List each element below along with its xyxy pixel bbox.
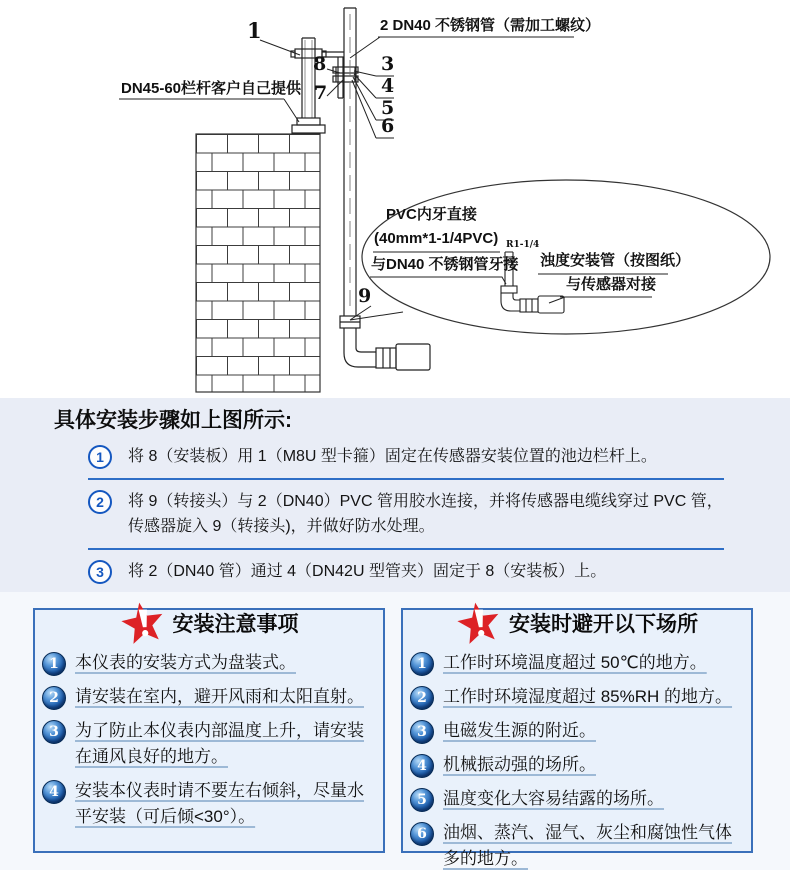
step-text: 将 9（转接头）与 2（DN40）PVC 管用胶水连接，并将传感器电缆线穿过 PVC 管，传感器旋入 9（转接头)，并做好防水处理。 <box>128 493 723 535</box>
pipe-label: 2 DN40 不锈钢管（需加工螺纹） <box>380 17 601 34</box>
avoid-item <box>410 752 743 778</box>
avoid-box-items <box>403 648 751 870</box>
callout-4: 4 <box>381 75 395 97</box>
notice-box-items <box>35 648 383 830</box>
item-number-badge: 1 <box>42 652 66 676</box>
item-number-badge: 3 <box>410 720 434 744</box>
notice-box <box>33 608 385 853</box>
step-number-badge: 1 <box>88 445 112 469</box>
notice-item-text: 为了防止本仪表内部温度上升，请安装在通风良好的地方。 <box>75 721 364 766</box>
notice-box-header <box>35 598 383 648</box>
avoid-item-text: 工作时环境湿度超过 85%RH 的地方。 <box>443 687 733 706</box>
callout-5: 5 <box>381 97 395 119</box>
step-number-badge: 2 <box>88 490 112 514</box>
item-number-badge: 6 <box>410 822 434 846</box>
avoid-item <box>410 786 743 812</box>
notice-item-text: 本仪表的安装方式为盘装式。 <box>75 653 296 672</box>
thread-size-label: R1-1/4 <box>506 240 540 250</box>
avoid-item <box>410 684 743 710</box>
callout-8: 8 <box>313 53 327 75</box>
notice-item-text: 安装本仪表时请不要左右倾斜，尽量水平安装（可后倾<30°）。 <box>75 781 364 826</box>
warning-star-icon <box>456 600 502 646</box>
diagram-line-art <box>0 0 790 398</box>
callout-1: 1 <box>247 18 262 43</box>
step-text: 将 8（安装板）用 1（M8U 型卡箍）固定在传感器安装位置的池边栏杆上。 <box>128 448 657 465</box>
callout-9: 9 <box>358 285 372 307</box>
step-row-3 <box>88 559 724 584</box>
step-row-2 <box>88 489 724 550</box>
avoid-item-text: 油烟、蒸汽、湿气、灰尘和腐蚀性气体多的地方。 <box>443 823 732 868</box>
step-row-1 <box>88 444 724 480</box>
steps-heading: 具体安装步骤如上图所示: <box>54 409 292 432</box>
warning-star-icon <box>120 600 166 646</box>
step-number-badge: 3 <box>88 560 112 584</box>
callout-3: 3 <box>381 53 395 75</box>
notice-item-text: 请安装在室内，避开风雨和太阳直射。 <box>75 687 364 706</box>
avoid-item <box>410 820 743 870</box>
avoid-item-text: 电磁发生源的附近。 <box>443 721 596 740</box>
notice-item <box>42 650 375 676</box>
item-number-badge: 1 <box>410 652 434 676</box>
item-number-badge: 2 <box>410 686 434 710</box>
notice-item <box>42 684 375 710</box>
step-text: 将 2（DN40 管）通过 4（DN42U 型管夹）固定于 8（安装板）上。 <box>128 563 607 580</box>
callout-6: 6 <box>381 115 395 137</box>
turbidity-label-line2: 与传感器对接 <box>566 276 657 293</box>
notice-item <box>42 778 375 830</box>
item-number-badge: 5 <box>410 788 434 812</box>
item-number-badge: 2 <box>42 686 66 710</box>
avoid-box-header <box>403 598 751 648</box>
notice-box-title: 安装注意事项 <box>172 613 299 636</box>
steps-section <box>0 398 790 592</box>
avoid-item <box>410 718 743 744</box>
installation-diagram <box>0 0 790 398</box>
brick-wall <box>196 134 320 392</box>
avoid-item-text: 温度变化大容易结露的场所。 <box>443 789 664 808</box>
boxes-area <box>0 592 790 870</box>
turbidity-label-line1: 浊度安装管（按图纸） <box>540 252 691 269</box>
steps-list <box>88 444 724 584</box>
avoid-item <box>410 650 743 676</box>
pvc-label-line2: (40mm*1-1/4PVC) <box>374 230 499 247</box>
notice-item <box>42 718 375 770</box>
item-number-badge: 4 <box>410 754 434 778</box>
avoid-item-text: 工作时环境温度超过 50℃的地方。 <box>443 653 707 672</box>
avoid-item-text: 机械振动强的场所。 <box>443 755 596 774</box>
avoid-box-title: 安装时避开以下场所 <box>509 613 698 636</box>
callout-7: 7 <box>314 82 328 104</box>
item-number-badge: 3 <box>42 720 66 744</box>
railing-label: DN45-60栏杆客户自己提供 <box>121 80 302 97</box>
mounting-bracket <box>322 52 358 98</box>
pvc-label-line1: PVC内牙直接 <box>386 206 477 223</box>
item-number-badge: 4 <box>42 780 66 804</box>
avoid-box <box>401 608 753 868</box>
pvc-label-line3: 与DN40 不锈钢管牙接 <box>371 256 519 273</box>
